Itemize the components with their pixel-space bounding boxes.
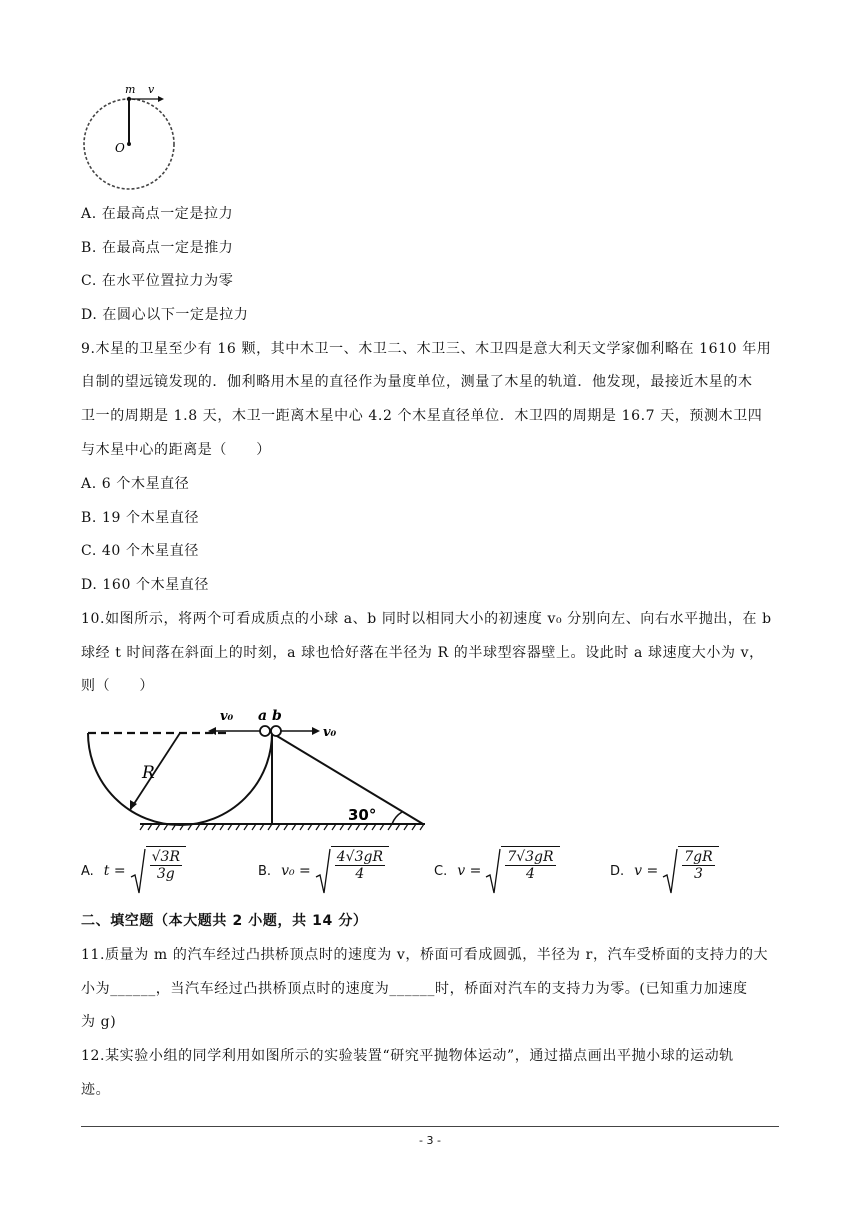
option-variable: v = bbox=[634, 863, 659, 879]
option-variable: v₀ = bbox=[281, 863, 311, 879]
q12-text-line: 12.某实验小组的同学利用如图所示的实验装置“研究平抛物体运动”，通过描点画出平抛小球的运动轨 bbox=[81, 1048, 734, 1064]
option-label: B. bbox=[258, 863, 272, 879]
numerator: 7√3gR bbox=[507, 849, 554, 865]
velocity-arrowhead bbox=[158, 96, 164, 102]
label-O: O bbox=[115, 141, 125, 155]
q10-text-line: 10.如图所示，将两个可看成质点的小球 a、b 同时以相同大小的初速度 v₀ 分别向左、向右水平抛出，在 b bbox=[81, 611, 772, 627]
q10-text-line: 则（ ） bbox=[81, 678, 154, 694]
q8-option-a: A. 在最高点一定是拉力 bbox=[81, 206, 234, 222]
denominator: 4 bbox=[355, 866, 365, 882]
label-ab: a b bbox=[258, 708, 282, 724]
label-angle: 30° bbox=[348, 806, 377, 824]
ball-a bbox=[260, 726, 270, 736]
q9-option-c: C. 40 个木星直径 bbox=[81, 543, 199, 559]
denominator: 4 bbox=[525, 866, 535, 882]
section-heading: 二、填空题（本大题共 2 小题，共 14 分） bbox=[81, 913, 368, 929]
circle-motion-figure bbox=[82, 82, 182, 192]
sqrt-radicand bbox=[501, 846, 559, 882]
q12-text-line: 迹。 bbox=[81, 1082, 111, 1098]
sqrt-radicand bbox=[146, 846, 186, 882]
q9-option-a: A. 6 个木星直径 bbox=[81, 476, 190, 492]
option-label: A. bbox=[81, 863, 94, 879]
q11-text-line: 小为______，当汽车经过凸拱桥顶点时的速度为______时，桥面对汽车的支持力为零。(已知重力加速度 bbox=[81, 981, 748, 997]
sqrt-sign bbox=[315, 847, 331, 895]
sqrt-sign bbox=[130, 847, 146, 895]
q10-option-c bbox=[434, 846, 560, 896]
hemisphere-arc bbox=[88, 733, 272, 825]
q10-option-a bbox=[81, 846, 186, 896]
sqrt-sign bbox=[662, 847, 678, 895]
right-velocity-arrowhead bbox=[312, 727, 320, 735]
center-point bbox=[127, 142, 131, 146]
q9-text-line: 与木星中心的距离是（ ） bbox=[81, 442, 271, 458]
denominator: 3 bbox=[694, 866, 703, 882]
q10-text-line: 球经 t 时间落在斜面上的时刻，a 球也恰好落在半径为 R 的半球型容器壁上。设此时 a 球速度大小为 v， bbox=[81, 645, 764, 661]
option-variable: v = bbox=[457, 863, 482, 879]
q9-text-line: 自制的望远镜发现的．伽利略用木星的直径作为量度单位，测量了木星的轨道．他发现，最接近木星的木 bbox=[81, 374, 753, 390]
q9-text-line: 卫一的周期是 1.8 天，木卫一距离木星中心 4.2 个木星直径单位．木卫四的周期是 16.7 天，预测木卫四 bbox=[81, 408, 763, 424]
q9-option-b: B. 19 个木星直径 bbox=[81, 510, 200, 526]
page-number: - 3 - bbox=[419, 1134, 441, 1147]
hemisphere-incline-figure bbox=[80, 700, 440, 835]
numerator: 7gR bbox=[684, 849, 713, 865]
q11-text-line: 11.质量为 m 的汽车经过凸拱桥顶点时的速度为 v，桥面可看成圆弧，半径为 r，汽车受桥面的支持力的大 bbox=[81, 947, 769, 963]
sqrt-sign bbox=[485, 847, 501, 895]
q9-text-line: 9.木星的卫星至少有 16 颗，其中木卫一、木卫二、木卫三、木卫四是意大利天文学家伽利略在 1610 年用 bbox=[81, 341, 772, 357]
numerator: √3R bbox=[151, 849, 180, 865]
q11-text-line: 为 g) bbox=[81, 1014, 117, 1030]
label-v0-right: v₀ bbox=[323, 725, 337, 740]
label-v0-left: v₀ bbox=[220, 709, 234, 724]
q8-option-d: D. 在圆心以下一定是拉力 bbox=[81, 307, 249, 323]
q9-option-d: D. 160 个木星直径 bbox=[81, 577, 209, 593]
radius-line bbox=[130, 733, 180, 810]
option-label: C. bbox=[434, 863, 448, 879]
q8-option-c: C. 在水平位置拉力为零 bbox=[81, 273, 234, 289]
label-R: R bbox=[142, 763, 155, 783]
q8-option-b: B. 在最高点一定是推力 bbox=[81, 240, 234, 256]
ball-b bbox=[271, 726, 281, 736]
option-variable: t = bbox=[103, 863, 126, 879]
mass-point bbox=[127, 97, 131, 101]
denominator: 3g bbox=[156, 866, 175, 882]
numerator: 4√3gR bbox=[336, 849, 384, 865]
label-v: v bbox=[148, 83, 155, 96]
sqrt-radicand bbox=[331, 846, 389, 882]
angle-arc bbox=[392, 812, 402, 824]
footer-divider bbox=[81, 1126, 779, 1127]
q10-option-d bbox=[610, 846, 719, 896]
q10-option-b bbox=[258, 846, 389, 896]
label-m: m bbox=[125, 83, 136, 96]
option-label: D. bbox=[610, 863, 625, 879]
sqrt-radicand bbox=[678, 846, 718, 882]
